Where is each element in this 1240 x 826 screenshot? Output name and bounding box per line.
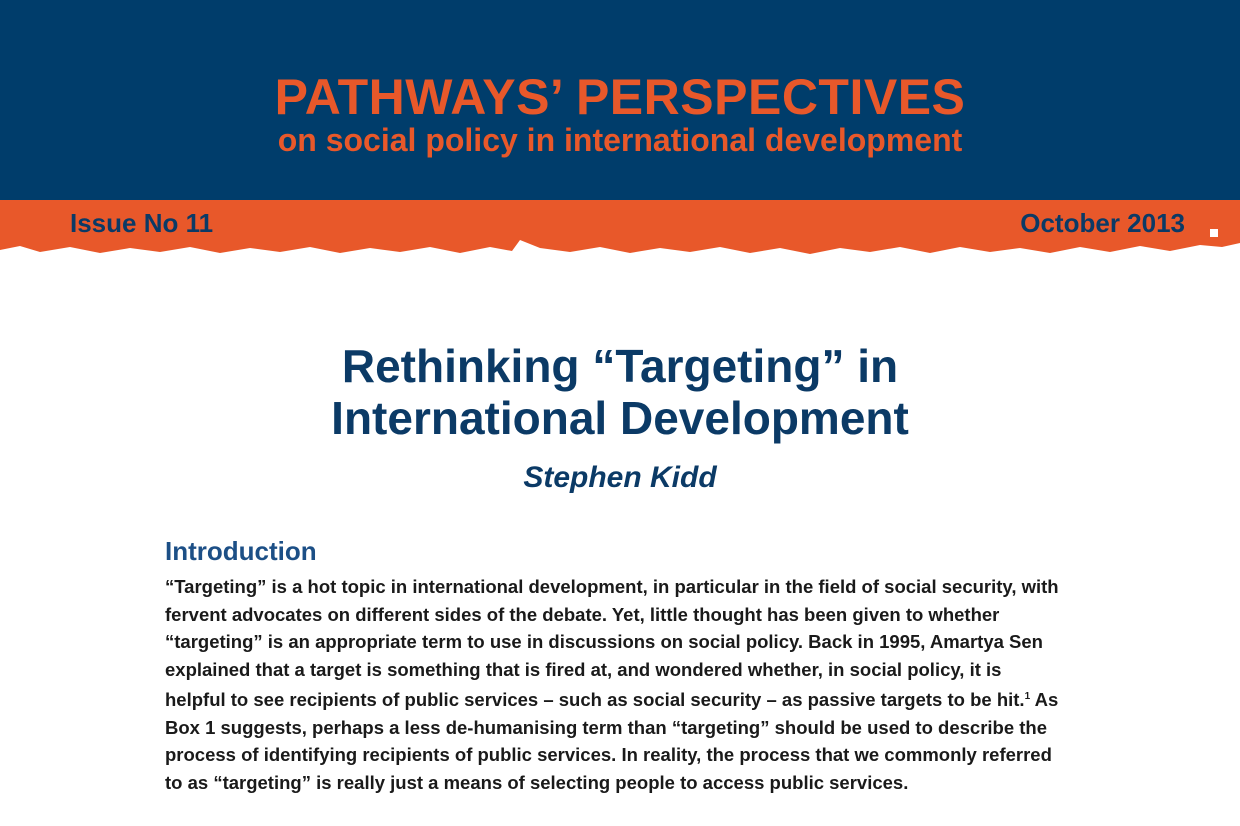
title-line-1: Rethinking “Targeting” in — [341, 340, 899, 392]
issue-date: October 2013 — [1020, 208, 1185, 238]
title-line-2: International Development — [331, 392, 909, 444]
brand-subtitle: on social policy in international development — [277, 122, 963, 158]
issue-number: Issue No 11 — [70, 208, 214, 238]
brand-title: PATHWAYS’ PERSPECTIVES — [274, 69, 966, 125]
intro-paragraph — [165, 573, 1065, 796]
footnote-reference[interactable]: 1 — [1024, 691, 1031, 702]
section-heading: Introduction — [165, 536, 317, 566]
author-name: Stephen Kidd — [523, 461, 717, 494]
document-title — [0, 340, 1240, 444]
paragraph-text-part1: “Targeting” is a hot topic in international development, in particular in the field of social security, with fervent advocates on different sides of the debate. Yet, little thought has been given to whether “targeting” is an appropriate term to use in discussions on social policy. Back in 1995, Amartya Sen explained that a target is something that is fired at, and wondered whether, in social policy, it is helpful to see recipients of public services – such as social security – as passive targets to be hit. — [165, 576, 1059, 710]
paragraph-text-part2: As Box 1 suggests, perhaps a less de-humanising term than “targeting” should be used to describe the process of identifying recipients of public services. In reality, the process that we commonly referred to as “targeting” is really just a means of selecting people to access public services. — [165, 689, 1059, 793]
